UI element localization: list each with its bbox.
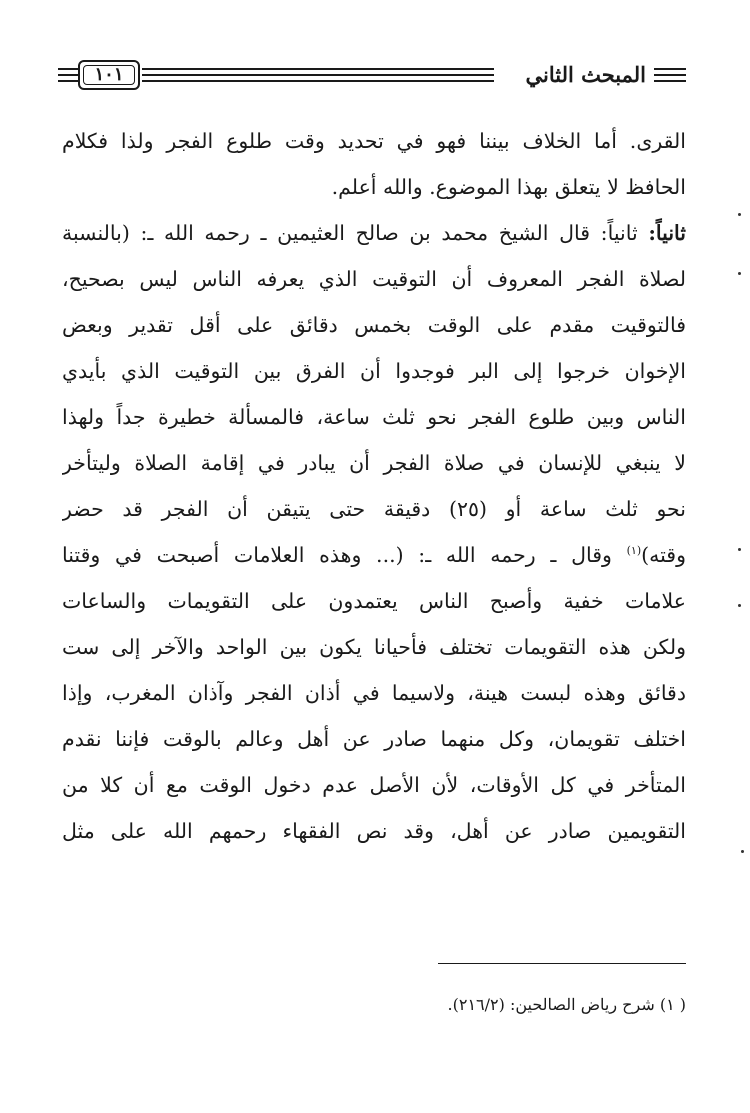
text-line: اختلف تقويمان، وكل منهما صادر عن أهل وعالم بالوقت فإننا نقدم (62, 727, 686, 751)
text-line: وقال ـ رحمه الله ـ: (... وهذه العلامات أصبحت في وقتنا (62, 543, 612, 567)
text-line: دقائق وهذه لبست هينة، ولاسيما في أذان الفجر وآذان المغرب، وإذا (62, 681, 686, 705)
text-line: لا ينبغي للإنسان في صلاة الفجر أن يبادر في إقامة الصلاة وليتأخر (62, 451, 686, 475)
footnote: ( ١) شرح رياض الصالحين: (٢١٦/٢). (447, 995, 686, 1014)
header-rule-left-bottom (58, 80, 78, 82)
text-line: فالتوقيت مقدم على الوقت بخمس دقائق على أقل تقدير وبعض (62, 313, 686, 337)
text-line: التقويمين صادر عن أهل، وقد نص الفقهاء رحمهم الله على مثل (62, 819, 686, 843)
text-line: الحافظ لا يتعلق بهذا الموضوع. والله أعلم. (331, 175, 686, 199)
header-rule-center-top (142, 68, 494, 70)
scan-speck (741, 850, 744, 853)
header-rule-left-mid (58, 74, 78, 76)
text-line: ثانياً: قال الشيخ محمد بن صالح العثيمين ـ رحمه الله ـ: (بالنسبة (62, 221, 638, 245)
lead-word: ثانياً: (648, 221, 686, 245)
scan-speck (738, 604, 741, 607)
body-text (62, 118, 686, 854)
text-line-with-footnote (62, 532, 686, 578)
running-header (58, 58, 686, 94)
page-number: ١٠١ (78, 60, 140, 90)
text-line-with-lead (62, 210, 686, 256)
text-line: علامات خفية وأصبح الناس يعتمدون على التقويمات والساعات (62, 589, 686, 613)
text-line: القرى. أما الخلاف بيننا فهو في تحديد وقت طلوع الفجر ولذا فكلام (62, 129, 686, 153)
header-rule-center-mid (142, 74, 494, 76)
text-line: لصلاة الفجر المعروف أن التوقيت الذي يعرفه الناس ليس بصحيح، (62, 267, 686, 291)
header-rule-center-bottom (142, 80, 494, 82)
scan-speck (738, 272, 741, 275)
header-rule-right-bottom (654, 80, 686, 82)
scan-speck (738, 213, 741, 216)
header-rule-left-top (58, 68, 78, 70)
text-line: الإخوان خرجوا إلى البر فوجدوا أن الفرق بين التوقيت الذي بأيدي (62, 359, 686, 383)
text-line: الناس وبين طلوع الفجر نحو ثلث ساعة، فالمسألة خطيرة جداً ولهذا (62, 405, 686, 429)
header-rule-right-top (654, 68, 686, 70)
scan-speck (738, 548, 741, 551)
text-line: ولكن هذه التقويمات تختلف فأحيانا يكون بين الواحد والآخر إلى ست (62, 635, 686, 659)
footnote-reference: (١) (626, 544, 642, 558)
chapter-title: المبحث الثاني (525, 62, 646, 87)
quote-end: وقته) (641, 543, 686, 567)
text-line: المتأخر في كل الأوقات، لأن الأصل عدم دخول الوقت مع أن كلا من (62, 773, 686, 797)
text-line: نحو ثلث ساعة أو (٢٥) دقيقة حتى يتيقن أن الفجر قد حضر (62, 497, 686, 521)
header-rule-right-mid (654, 74, 686, 76)
footnote-separator (438, 963, 686, 964)
